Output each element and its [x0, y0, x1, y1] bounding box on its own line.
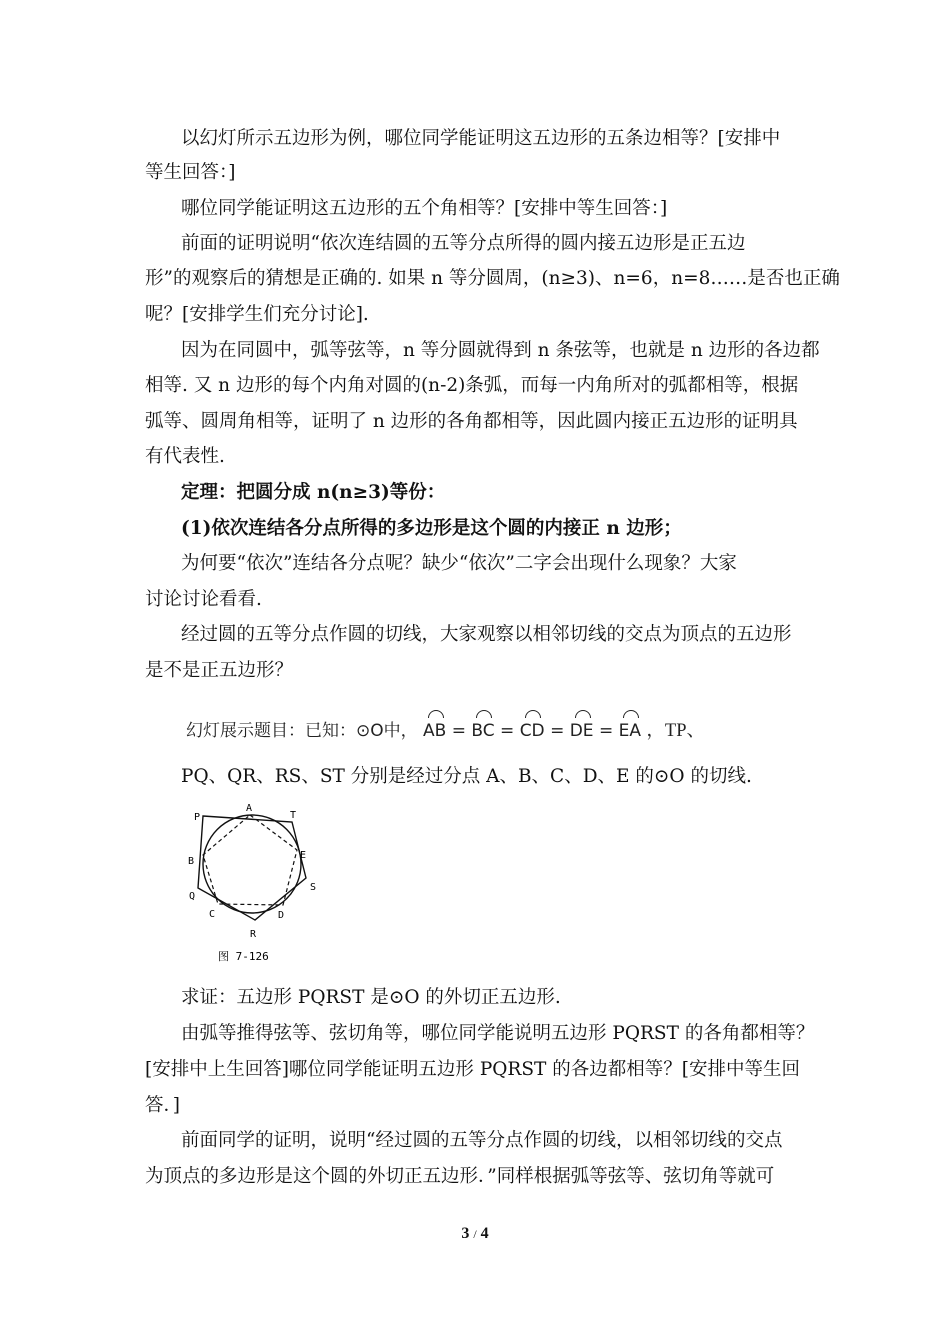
paragraph-line: 答．]: [145, 1095, 180, 1116]
label-d: D: [278, 910, 285, 921]
theorem-heading: 定理：把圆分成 n(n≥3)等份：: [181, 482, 446, 503]
arc-de: DE: [570, 706, 594, 756]
label-e: E: [300, 850, 307, 861]
paragraph-line: 形”的观察后的猜想是正确的. 如果 n 等分圆周，(n≥3)、n=6，n=8……是否也正确: [145, 268, 840, 289]
paragraph-line: [安排中上生回答]哪位同学能证明五边形 PQRST 的各边都相等？[安排中等生回: [145, 1059, 800, 1080]
arc-bc: BC: [471, 706, 494, 756]
paragraph-line: 弧等、圆周角相等，证明了 n 边形的各角都相等，因此圆内接正五边形的证明具: [145, 411, 798, 432]
pentagon-diagram: [180, 800, 330, 970]
paragraph-line: 为顶点的多边形是这个圆的外切正五边形．”同样根据弧等弦等、弦切角等就可: [145, 1166, 775, 1187]
paragraph-line: 有代表性.: [145, 446, 225, 467]
slide-problem-line: [186, 706, 705, 756]
geometry-figure: [180, 800, 330, 970]
label-t: T: [290, 810, 297, 821]
figure-caption: 图 7-126: [218, 950, 269, 963]
equals-sign: =: [598, 721, 614, 741]
paragraph-line: 等生回答：]: [145, 162, 236, 183]
paragraph-line: 讨论讨论看看.: [145, 589, 262, 610]
arc-ea: EA: [619, 706, 641, 756]
equals-sign: =: [500, 721, 515, 741]
inner-pentagon: [203, 815, 297, 905]
label-q: Q: [189, 891, 196, 902]
equals-sign: =: [451, 721, 466, 741]
current-page: 3: [461, 1225, 470, 1242]
paragraph-line: 呢？[安排学生们充分讨论].: [145, 304, 369, 325]
label-b: B: [188, 856, 195, 867]
outer-pentagon: [198, 816, 306, 920]
label-r: R: [250, 929, 257, 940]
paragraph-line: 是不是正五边形？: [145, 660, 294, 681]
paragraph-line: 前面同学的证明，说明“经过圆的五等分点作圆的切线，以相邻切线的交点: [181, 1130, 783, 1151]
paragraph-line: 求证：五边形 PQRST 是⊙O 的外切正五边形.: [181, 987, 561, 1008]
paragraph-line: 由弧等推得弦等、弦切角等，哪位同学能说明五边形 PQRST 的各角都相等？: [181, 1023, 815, 1044]
paragraph-line: PQ、QR、RS、ST 分别是经过分点 A、B、C、D、E 的⊙O 的切线.: [181, 766, 752, 787]
total-pages: 4: [480, 1225, 489, 1242]
label-p: P: [194, 812, 201, 823]
page-number: [0, 1225, 950, 1243]
label-a: A: [246, 803, 253, 814]
slide-prefix: 幻灯展示题目：已知：⊙O中，: [186, 721, 418, 741]
paragraph-line: 以幻灯所示五边形为例，哪位同学能证明这五边形的五条边相等？[安排中: [181, 128, 781, 149]
paragraph-line: 哪位同学能证明这五边形的五个角相等？[安排中等生回答：]: [181, 198, 668, 219]
arc-cd: CD: [520, 706, 545, 756]
paragraph-line: 为何要“依次”连结各分点呢？缺少“依次”二字会出现什么现象？大家: [181, 553, 737, 574]
page-separator: /: [473, 1227, 477, 1241]
arc-ab: AB: [423, 706, 446, 756]
label-s: S: [310, 882, 317, 893]
paragraph-line: 因为在同圆中，弧等弦等，n 等分圆就得到 n 条弦等，也就是 n 边形的各边都: [181, 340, 820, 361]
label-c: C: [209, 909, 216, 920]
paragraph-line: 经过圆的五等分点作圆的切线，大家观察以相邻切线的交点为顶点的五边形: [181, 624, 792, 645]
paragraph-line: 相等. 又 n 边形的每个内角对圆的(n-2)条弧，而每一内角所对的弧都相等，根据: [145, 375, 799, 396]
theorem-item: (1)依次连结各分点所得的多边形是这个圆的内接正 n 边形；: [181, 518, 682, 539]
equals-sign: =: [550, 721, 565, 741]
paragraph-line: 前面的证明说明“依次连结圆的五等分点所得的圆内接五边形是正五边: [181, 233, 746, 254]
slide-suffix: ，TP、: [646, 721, 705, 741]
